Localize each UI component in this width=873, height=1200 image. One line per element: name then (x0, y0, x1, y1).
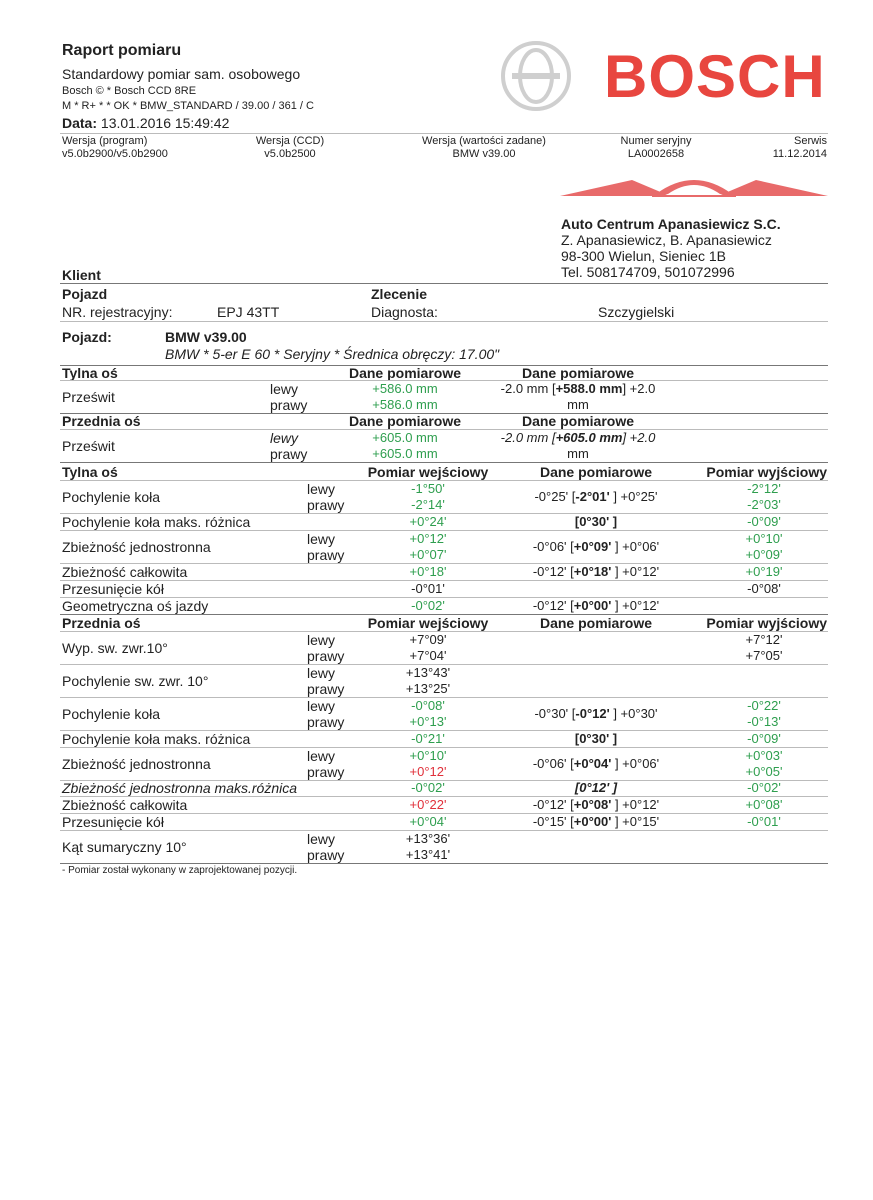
spec-nominal: +0°08' (573, 797, 612, 812)
right-label: prawy (307, 714, 345, 730)
spec-nominal: +588.0 mm (555, 381, 623, 396)
front-caster-in-right: +7°04' (409, 648, 447, 663)
serial-number-label: Numer seryjny (620, 135, 692, 147)
diagnostician-value: Szczygielski (598, 304, 675, 320)
version-ccd-label: Wersja (CCD) (255, 135, 325, 147)
front-toe-ind-diff-in: -0°02' (411, 780, 445, 795)
front-camber-diff-spec: [0°30' ] (574, 731, 618, 746)
spec-upper: ] +0°30' (609, 706, 658, 721)
spec-lower: -2.0 mm [ (500, 430, 556, 445)
rear-camber-label: Pochylenie koła (62, 489, 161, 505)
front-toe-total-spec (496, 797, 696, 812)
report-date (62, 115, 229, 131)
left-label: lewy (307, 481, 336, 497)
front-clearance-heading: Przednia oś (62, 413, 141, 429)
front-clearance-left-label: lewy (270, 430, 299, 446)
company-phone: Tel. 508174709, 501072996 (561, 264, 735, 280)
service-value: 11.12.2014 (772, 148, 827, 160)
front-toe-ind-out-left: +0°03' (745, 748, 783, 763)
left-label: lewy (307, 748, 336, 764)
rear-camber-spec (496, 489, 696, 504)
front-clearance-right: +605.0 mm (372, 446, 438, 461)
front-included-label: Kąt sumaryczny 10° (62, 839, 187, 855)
front-toe-total-in: +0°22' (409, 797, 447, 812)
spec-upper: ] +0°12' (611, 797, 660, 812)
rear-thrust-spec (496, 598, 696, 613)
front-toe-total-label: Zbieżność całkowita (62, 797, 188, 813)
rear-toe-total-out: +0°19' (745, 564, 783, 579)
device-line: Bosch © * Bosch CCD 8RE (62, 85, 197, 97)
front-sai-label: Pochylenie sw. zwr. 10° (62, 673, 209, 689)
front-camber-out-right: -0°13' (747, 714, 781, 729)
rear-setback-label: Przesunięcie kół (62, 581, 164, 597)
spec-lower: -0°12' [ (532, 598, 574, 613)
front-clearance-dane-head: Dane pomiarowe (348, 413, 462, 429)
front-clearance-left: +605.0 mm (372, 430, 438, 445)
spec-upper: ] +0°12' (611, 564, 660, 579)
left-label: lewy (307, 698, 336, 714)
company-owners: Z. Apanasiewicz, B. Apanasiewicz (561, 232, 772, 248)
front-camber-in-right: +0°13' (409, 714, 447, 729)
rear-input-head: Pomiar wejściowy (367, 464, 489, 480)
front-setback-in: +0°04' (409, 814, 447, 829)
rear-setback-out: -0°08' (747, 581, 781, 596)
vehicle-model-label: Pojazd: (62, 329, 112, 345)
front-clearance-unit: mm (567, 446, 589, 461)
front-camber-label: Pochylenie koła (62, 706, 161, 722)
rear-setback-in: -0°01' (411, 581, 445, 596)
front-toe-ind-diff-label: Zbieżność jednostronna maks.różnica (62, 780, 298, 796)
spec-upper: ] +0°12' (611, 598, 660, 613)
spec-upper: ] +2.0 (622, 381, 656, 396)
rear-output-head: Pomiar wyjściowy (706, 464, 827, 480)
front-toe-ind-diff-out: -0°02' (747, 780, 781, 795)
front-caster-label: Wyp. sw. zwr.10° (62, 640, 168, 656)
front-caster-in-left: +7°09' (409, 632, 447, 647)
rear-toe-ind-in-left: +0°12' (409, 531, 447, 546)
rear-toe-ind-label: Zbieżność jednostronna (62, 539, 211, 555)
right-label: prawy (307, 497, 345, 513)
front-clearance-right-label: prawy (270, 446, 308, 462)
rear-spec-head: Dane pomiarowe (539, 464, 653, 480)
client-heading: Klient (62, 267, 101, 283)
front-toe-ind-out-right: +0°05' (745, 764, 783, 779)
front-toe-ind-spec (496, 756, 696, 771)
version-target-label: Wersja (wartości zadane) (422, 135, 546, 147)
rear-camber-out-right: -2°03' (747, 497, 781, 512)
spec-upper: ] +0°06' (611, 539, 660, 554)
spec-nominal: +605.0 mm (555, 430, 623, 445)
company-address: 98-300 Wielun, Sieniec 1B (561, 248, 726, 264)
rear-clearance-right-label: prawy (270, 397, 308, 413)
version-program-value: v5.0b2900/v5.0b2900 (62, 148, 168, 160)
aca-logo-icon (560, 172, 828, 198)
spec-nominal: +0°04' (573, 756, 612, 771)
bosch-logo: BOSCH (604, 43, 826, 110)
spec-upper: ] +0°25' (609, 489, 658, 504)
front-clearance-spec (478, 430, 678, 445)
right-label: prawy (307, 764, 345, 780)
vehicle-description: BMW * 5-er E 60 * Seryjny * Średnica obręczy: 17.00" (165, 346, 500, 362)
spec-nominal: +0°18' (573, 564, 612, 579)
rear-clearance-left-label: lewy (270, 381, 299, 397)
rear-camber-in-right: -2°14' (411, 497, 445, 512)
front-toe-ind-label: Zbieżność jednostronna (62, 756, 211, 772)
rear-toe-total-spec (496, 564, 696, 579)
company-name: Auto Centrum Apanasiewicz S.C. (561, 216, 781, 232)
spec-nominal: -0°12' (575, 706, 610, 721)
front-input-head: Pomiar wejściowy (367, 615, 489, 631)
rear-clearance-unit: mm (567, 397, 589, 412)
spec-upper: ] +0°06' (611, 756, 660, 771)
rear-camber-diff-spec: [0°30' ] (574, 514, 618, 529)
spec-nominal: +0°09' (573, 539, 612, 554)
left-label: lewy (307, 831, 336, 847)
rear-thrust-in: -0°02' (411, 598, 445, 613)
front-included-in-right: +13°41' (405, 847, 451, 862)
front-camber-out-left: -0°22' (747, 698, 781, 713)
config-line: M * R+ * * OK * BMW_STANDARD / 39.00 / 361 / C (62, 100, 314, 112)
rear-toe-ind-spec (496, 539, 696, 554)
rear-clearance-left: +586.0 mm (372, 381, 438, 396)
service-label: Serwis (793, 135, 827, 147)
spec-lower: -0°25' [ (534, 489, 576, 504)
right-label: prawy (307, 547, 345, 563)
rear-axle-heading: Tylna oś (62, 464, 118, 480)
date-value: 13.01.2016 15:49:42 (100, 115, 230, 131)
spec-nominal: -2°01' (575, 489, 610, 504)
rear-toe-total-label: Zbieżność całkowita (62, 564, 188, 580)
rear-toe-ind-out-right: +0°09' (745, 547, 783, 562)
front-setback-out: -0°01' (747, 814, 781, 829)
front-included-in-left: +13°36' (405, 831, 451, 846)
front-output-head: Pomiar wyjściowy (706, 615, 827, 631)
front-camber-spec (496, 706, 696, 721)
rear-camber-out-left: -2°12' (747, 481, 781, 496)
rear-toe-ind-out-left: +0°10' (745, 531, 783, 546)
date-label: Data: (62, 115, 98, 131)
diagnostician-label: Diagnosta: (371, 304, 438, 320)
rear-thrust-label: Geometryczna oś jazdy (62, 598, 209, 614)
front-axle-heading: Przednia oś (62, 615, 141, 631)
footnote: - Pomiar został wykonany w zaprojektowanej pozycji. (62, 865, 298, 876)
rear-clearance-dane-head: Dane pomiarowe (348, 365, 462, 381)
version-target-value: BMW v39.00 (452, 148, 516, 160)
front-spec-head: Dane pomiarowe (539, 615, 653, 631)
right-label: prawy (307, 648, 345, 664)
order-heading: Zlecenie (371, 286, 428, 302)
rear-camber-diff-in: +0°24' (409, 514, 447, 529)
rear-clearance-label: Prześwit (62, 389, 115, 405)
rear-camber-diff-label: Pochylenie koła maks. różnica (62, 514, 251, 530)
front-sai-in-right: +13°25' (405, 681, 451, 696)
spec-lower: -2.0 mm [ (500, 381, 556, 396)
front-camber-diff-in: -0°21' (411, 731, 445, 746)
front-caster-out-right: +7°05' (745, 648, 783, 663)
spec-lower: -0°12' [ (532, 797, 574, 812)
front-camber-diff-out: -0°09' (747, 731, 781, 746)
rear-clearance-heading: Tylna oś (62, 365, 118, 381)
bosch-armature-icon (500, 40, 572, 112)
front-caster-out-left: +7°12' (745, 632, 783, 647)
front-toe-ind-in-right: +0°12' (409, 764, 447, 779)
spec-nominal: +0°00' (573, 598, 612, 613)
right-label: prawy (307, 681, 345, 697)
spec-upper: ] +2.0 (622, 430, 656, 445)
rear-toe-ind-in-right: +0°07' (409, 547, 447, 562)
front-clearance-label: Prześwit (62, 438, 115, 454)
version-ccd-value: v5.0b2500 (264, 148, 316, 160)
front-toe-ind-diff-spec: [0°12' ] (574, 780, 618, 795)
reg-number-value: EPJ 43TT (217, 304, 280, 320)
left-label: lewy (307, 632, 336, 648)
front-toe-total-out: +0°08' (745, 797, 783, 812)
rear-clearance-right: +586.0 mm (372, 397, 438, 412)
front-clearance-dane-head2: Dane pomiarowe (521, 413, 635, 429)
spec-nominal: +0°00' (573, 814, 612, 829)
vehicle-heading: Pojazd (62, 286, 108, 302)
spec-lower: -0°15' [ (532, 814, 574, 829)
serial-number-value: LA0002658 (627, 148, 685, 160)
left-label: lewy (307, 531, 336, 547)
rear-clearance-dane-head2: Dane pomiarowe (521, 365, 635, 381)
front-setback-label: Przesunięcie kół (62, 814, 164, 830)
rear-toe-total-in: +0°18' (409, 564, 447, 579)
spec-lower: -0°06' [ (532, 539, 574, 554)
report-subtitle: Standardowy pomiar sam. osobowego (62, 66, 301, 82)
vehicle-model-value: BMW v39.00 (165, 329, 247, 345)
spec-lower: -0°30' [ (534, 706, 576, 721)
right-label: prawy (307, 847, 345, 863)
front-sai-in-left: +13°43' (405, 665, 451, 680)
report-title: Raport pomiaru (62, 42, 182, 59)
rear-camber-diff-out: -0°09' (747, 514, 781, 529)
reg-number-label: NR. rejestracyjny: (62, 304, 173, 320)
front-camber-diff-label: Pochylenie koła maks. różnica (62, 731, 251, 747)
rear-clearance-spec (478, 381, 678, 396)
front-setback-spec (496, 814, 696, 829)
spec-lower: -0°06' [ (532, 756, 574, 771)
front-camber-in-left: -0°08' (411, 698, 445, 713)
spec-lower: -0°12' [ (532, 564, 574, 579)
left-label: lewy (307, 665, 336, 681)
version-program-label: Wersja (program) (62, 135, 148, 147)
rear-camber-in-left: -1°50' (411, 481, 445, 496)
spec-upper: ] +0°15' (611, 814, 660, 829)
front-toe-ind-in-left: +0°10' (409, 748, 447, 763)
